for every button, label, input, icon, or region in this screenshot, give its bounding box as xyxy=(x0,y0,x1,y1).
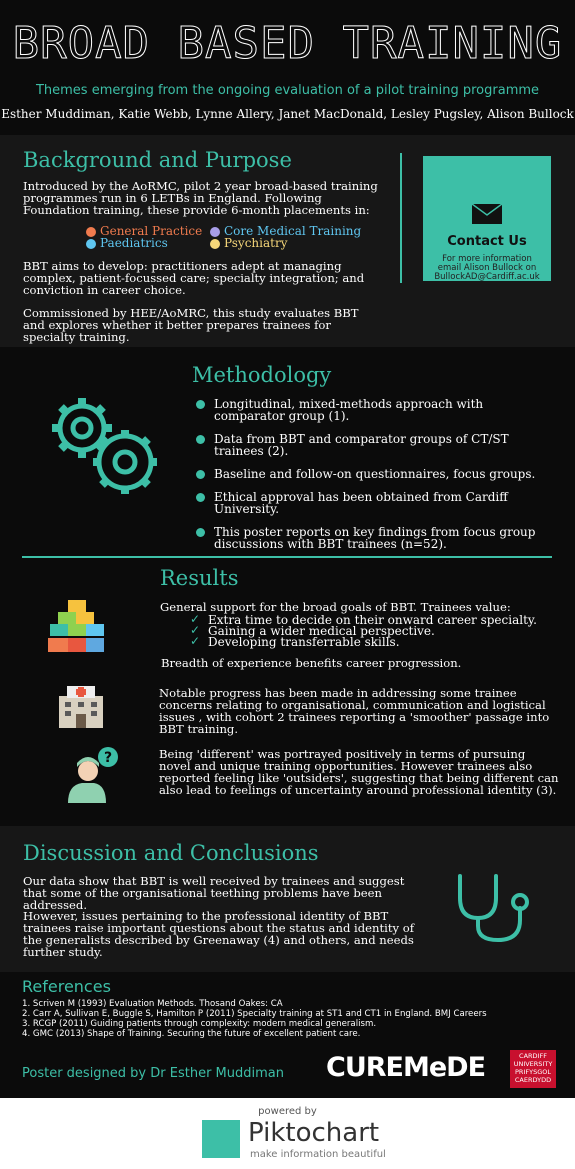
check-icon: ✓ xyxy=(190,634,201,648)
references-heading: References xyxy=(22,977,111,996)
references-list xyxy=(22,999,487,1039)
background-intro: Introduced by the AoRMC, pilot 2 year broad-based training programmes run in 6 LETBs in England. Following Foundation training, these provide 6-month placements in: xyxy=(23,179,378,217)
reference-item: 3. RCGP (2011) Guiding patients through complexity: modern medical generalism. xyxy=(22,1019,377,1029)
piktochart-logo-icon xyxy=(202,1120,240,1158)
contact-line1: For more information xyxy=(442,254,532,264)
results-checklist xyxy=(190,612,550,649)
methodology-list xyxy=(196,398,556,561)
piktochart-tagline: make information beautiful xyxy=(250,1149,386,1160)
powered-by-label: powered by xyxy=(258,1106,317,1117)
author-list: Esther Muddiman, Katie Webb, Lynne Allery, Janet MacDonald, Lesley Pugsley, Alison Bullock xyxy=(1,107,574,121)
placement-paediatrics: Paediatrics xyxy=(86,236,168,250)
background-commission: Commissioned by HEE/AoMRC, this study evaluates BBT and explores whether it better prepares trainees for specialty training. xyxy=(23,306,359,344)
doctor-question-icon xyxy=(60,745,120,805)
envelope-icon xyxy=(472,204,502,224)
results-identity: Being 'different' was portrayed positively in terms of pursuing novel and unique training opportunities. However trainees also reported feeling like 'outsiders', suggesting that being different can also lead to feelings of uncertainty around professional identity (3). xyxy=(159,747,559,797)
placement-general-practice: General Practice xyxy=(86,224,202,238)
background-heading: Background and Purpose xyxy=(23,148,292,172)
section-divider xyxy=(22,556,552,558)
stethoscope-icon xyxy=(450,868,540,948)
list-item: This poster reports on key findings from focus group discussions with BBT trainees (n=52). xyxy=(196,526,556,550)
cardiff-university-logo: CARDIFF UNIVERSITY PRIFYSGOL CAERDYDD xyxy=(510,1050,556,1088)
results-lead: General support for the broad goals of BBT. Trainees value: xyxy=(160,600,511,614)
check-icon: ✓ xyxy=(190,623,201,637)
list-item: Baseline and follow-on questionnaires, focus groups. xyxy=(196,468,556,480)
list-item: Data from BBT and comparator groups of CT/ST trainees (2). xyxy=(196,433,556,457)
purple-dot-icon xyxy=(210,227,220,237)
list-item: Longitudinal, mixed-methods approach with comparator group (1). xyxy=(196,398,556,422)
poster-subtitle: Themes emerging from the ongoing evaluation of a pilot training programme xyxy=(35,83,540,98)
placement-psychiatry: Psychiatry xyxy=(210,236,287,250)
piktochart-brand[interactable]: Piktochart xyxy=(248,1118,380,1148)
reference-item: 4. GMC (2013) Shape of Training. Securing the future of excellent patient care. xyxy=(22,1029,361,1039)
placement-core-medical: Core Medical Training xyxy=(210,224,361,238)
gears-icon xyxy=(40,390,170,500)
list-item: Ethical approval has been obtained from Cardiff University. xyxy=(196,491,556,515)
check-icon: ✓ xyxy=(190,612,201,626)
results-heading: Results xyxy=(160,566,239,590)
poster-title: BROAD BASED TRAINING xyxy=(12,18,563,69)
contact-box xyxy=(423,156,551,281)
check-item: ✓ Gaining a wider medical perspective. xyxy=(190,623,435,638)
check-item: ✓ Developing transferrable skills. xyxy=(190,634,400,649)
curemede-logo: CUREMeDE xyxy=(326,1052,486,1083)
reference-item: 2. Carr A, Sullivan E, Buggle S, Hamilton P (2011) Specialty training at ST1 and CT1 in England. BMJ Careers xyxy=(22,1009,487,1019)
contact-email[interactable]: BullockAD@Cardiff.ac.uk xyxy=(434,272,540,282)
divider xyxy=(400,153,402,283)
methodology-heading: Methodology xyxy=(192,363,332,387)
svg-text:?: ? xyxy=(103,750,113,766)
yellow-dot-icon xyxy=(210,239,220,249)
blue-dot-icon xyxy=(86,239,96,249)
contact-line2: email Alison Bullock on xyxy=(437,263,537,273)
building-blocks-icon xyxy=(46,598,108,660)
background-aims: BBT aims to develop: practitioners adept at managing complex, patient-focussed care; specialty integration; and conviction in career choice. xyxy=(23,259,365,297)
reference-item: 1. Scriven M (1993) Evaluation Methods. Thosand Oakes: CA xyxy=(22,999,283,1009)
discussion-p2: However, issues pertaining to the professional identity of BBT trainees raise important questions about the status and identity of the generalists described by Greenaway (4) and others, and needs further study. xyxy=(23,909,415,959)
results-tail: Breadth of experience benefits career progression. xyxy=(161,656,462,670)
hospital-icon xyxy=(55,678,107,730)
discussion-p1: Our data show that BBT is well received by trainees and suggest that some of the organisational teething problems have been addressed. xyxy=(23,874,405,912)
check-item: ✓ Extra time to decide on their onward career specialty. xyxy=(190,612,537,627)
contact-title: Contact Us xyxy=(447,234,527,249)
designer-credit: Poster designed by Dr Esther Muddiman xyxy=(22,1066,284,1081)
discussion-heading: Discussion and Conclusions xyxy=(23,841,319,865)
piktochart-footer xyxy=(0,1098,575,1169)
results-progress: Notable progress has been made in addressing some trainee concerns relating to organisational, communication and logistical issues , with cohort 2 trainees reporting a 'smoother' passage into BBT training. xyxy=(159,686,550,736)
orange-dot-icon xyxy=(86,227,96,237)
